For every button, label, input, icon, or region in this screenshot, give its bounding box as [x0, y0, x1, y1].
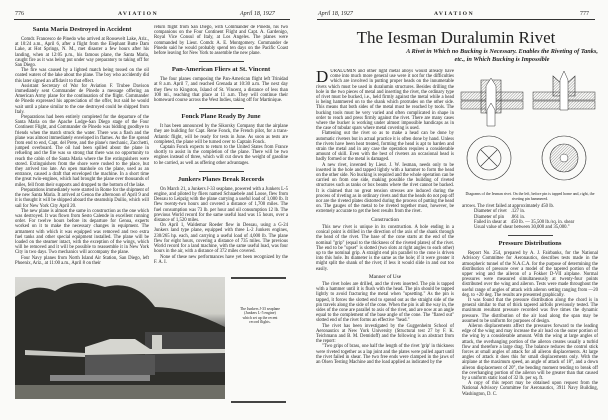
paragraph: Captain Fonck expects to return to the United States from France shortly to assist in the completion of the plane. There will be two engines instead of three, which will cut down the weight of gasoline to be carried, as well as offering other advantages.: [154, 145, 288, 166]
paragraph: A copy of this report may be obtained upon request from the National Advisory Committee for Aeronautics, 3911 Navy Building, Washington, D. C.: [462, 381, 598, 397]
table-cell: Diameter of rivet: [474, 209, 507, 215]
page-number: 777: [580, 11, 589, 17]
divider: [199, 108, 244, 109]
paragraph: Comdr. Francesco de Pinedo who arrived at Roosevelt Lake, Ariz., at 10:24 a.m., April 6, after a flight from the Elephant Butte Dam Lake, at Hot Springs, N. M., met disaster a few hours after his landing, when at 12:05 p.m., his famous plane, the Santa Maria, caught fire as it was being put under way preparatory to taking off for San Diego.: [15, 37, 149, 69]
magazine-name: AVIATION: [118, 11, 159, 17]
article-heading: Fonck Plane Ready By June: [181, 113, 261, 121]
article-heading: Santa Maria Destroyed in Accident: [32, 26, 132, 33]
paragraph: Assistant Secretary of War for Aviation F. Trubee Davison immediately sent Commander de Pinedo a message offering an American Army plane for the continuation of the flight. Commander de Pinedo expressed his appreciation of the offer, but said he would wait until a plane similar to the one destroyed could be shipped from Italy.: [15, 83, 149, 115]
article-heading: Pressure Distributions: [498, 240, 562, 248]
header-rule: [14, 19, 290, 20]
section-heading: Manner of Use: [368, 273, 402, 280]
section-heading: Construction: [371, 216, 399, 223]
article-heading: Pan-American Fliers at St. Vincent: [171, 66, 271, 74]
article-heading: Junkers Planes Break Records: [177, 175, 265, 183]
paragraph: URALUMIN and other light metal alloys would already have come into much more general use were it not for the difficulties which are involved in putting proper heads on the innumerable rivets which must be used in duralumin structures. Besides drilling the hole in the two pieces of metal and inserting the rivet, the ordinary type of rivet must be bucked, i.e., held firmly against the metal while a head is being hammered on to the shank which protrudes on the other side. This means that both sides of the metal must be reached by tools. The bucking tools must be very varied and often complicated in shape in order to reach and press firmly against the rivet. There are many cases where the bucker is working under almost impossible handicaps as in the case of tubular spars where metal covering is used.: [316, 69, 454, 132]
paragraph: On April 1, Waldemar Roeder flew in Dessau, using a G-24 Junkers land type plane, equipped with three L-2 Junkers engines, 230/265 hp. each, and carrying a useful load of 4,000 lb. The plane flew for eight hours, covering a distance of 735 miles. The previous World record for a land machine, with the same useful load, was four hours in the air, with a distance of 372 miles covered.: [154, 223, 288, 255]
column-2: [462, 192, 598, 402]
article-title: The Iesman Duralumin Rivet: [356, 28, 556, 47]
issue-date: April 18, 1927: [318, 11, 353, 17]
page-number: 776: [15, 11, 24, 17]
column-2: [154, 25, 288, 271]
table-cell: Diameter of pin: [474, 214, 505, 220]
paragraph: Report No. 254, prepared by A. J. Fairbanks, for the National Advisory Committee for Aeronautics, describes tests made in the atmospheric tunnel of the N.A.C.A. for the purpose of determining the distribution of pressure over a model of the tapered portion of the upper wing and the aileron of a Fokker D-VII airplane. Normal pressures were measured simultaneously at twenty-four points distributed over the wing and aileron. Tests were made throughout the useful range of angles of attack with aileron setting ranging from —20 deg. to +20 deg. The results are presented graphically.: [462, 251, 598, 298]
figure-caption: Diagrams of the Iesman rivet. On the left, before pin is tapped home and, right, the riveting pin hammered.: [465, 192, 595, 201]
divider: [508, 235, 553, 236]
column-1: [15, 22, 149, 271]
paragraph: return flight from San Diego, with Commander de Pinedo, his two companions on the Four Continent Flight and Capt. A. Gardenigo, Royal Vice Consul of Italy, at Los Angeles. The planes were commanded by Lieut. Comdr. A. E. Montgomery. Commander de Pinedo said he would probably spend ten days on the Pacific Coast before leaving for New York to assemble the new plane.: [154, 25, 288, 57]
paragraph: A new rivet, invented by Lieut. J. W. Iesman, needs only to be inserted in the hole and tapped lightly with a hammer to form the head on the other side. No bucking is required and the whole operation can be carried on from one side, making possible the building of riveted structures such as tanks or box beams where the rivet cannot be backed. It is claimed that no great tension stresses are induced during the process of riveting as in ordinary rivets and that the heads do not pop off nor are the riveted plates distorted during the process of putting the head on. The gauges of the metal to be riveted together must, however, be extremely accurate to get the best results from the rivet.: [316, 162, 454, 215]
paragraph: The fire was caused by a lighted match being tossed on the oil coated waters of the lake about the plane. The boy who accidently did this later signed an affidavit to that effect.: [15, 68, 149, 84]
seaplane-photo: [15, 277, 225, 399]
article-subtitle: A Rivet in Which no Bucking is Necessary. Enables the Riveting of Tanks, etc., in Which Bucking is Impossible: [406, 48, 598, 63]
divider: [199, 171, 244, 172]
paragraph: This new rivet is unique in its construction. A hole ending in a conical point is drilled in the direction of the axis of the shank through the head of the rivet. The base of the cone starts at the end of the nominal "grip" (equal to the thickness of the riveted plates) of the rivet. The end to be "upset" is slotted (two slots at right angles to each other) up to the nominal grip. A straight end pin parallel to the cone is driven into this hole. Its diameter is the same as the hole; if it were greater it might split the shank of the rivet; if less it would slide in and out too easily.: [316, 224, 454, 272]
photo-caption: The Junkers J-33 seaplane (Junkers L-5 engine) which set up the recent record flights.: [240, 307, 280, 325]
header-rule: [317, 19, 595, 20]
paragraph: On March 21, a Junkers J-33 seaplane, powered with a Junkers L-5 engine, and piloted by fliers named Schnaebele and Loose, flew from Dessau to Leipzig with the plane carrying a useful load of 1,000 lb. It flew twenty-two hours and covered a distance of 1,700 miles. The fuel consumption was 73 lb. per hour and oil consumption 12 lb. The previous World record for the same useful load was 15 hours, over a distance of 1,520 miles.: [154, 186, 288, 224]
divider: [199, 61, 244, 62]
paragraph: Four Navy planes from North Island Air Station, San Diego, left Phoenix, Ariz., at 11:00 a.m., April 8 on their: [15, 255, 149, 266]
paragraph: "Two grips of brass, one half the length of the rivet 'grip' in thickness were riveted together as a lap joint and the plates were pulled apart until the rivet failed in shear. The two free ends were clamped in the jaws of an Olsen Testing Machine and the load applied as indicated by the: [316, 344, 454, 365]
paragraph: Aileron displacements affect the pressures forward to the leading edge of the wing and may increase the air load on the outer portion of the wing by a considerable amount. With the wing at large angles of attack, the overhanging portion of the aileron creates usually a turbid flow and therefore a large drag. The balance reduces the control stick forces at small angles of attack for all aileron displacements. At large angles of attack it does this for small displacements only. With the airplane at the maximum speed, an angle of attack of 18°, and a down aileron displacement of 20°, the bending moment tending to break off the overhanging portion of the aileron will be greater than that caused by a uniform static load of 32 lb. per sq. ft.: [462, 324, 598, 382]
paragraph: Flattening out the rivet so as to make a head can be done by automatic riveters but in actual practice it is often done by hand. Unless the rivets have been heat treated, forming the head is apt to harden and strain the metal and in any case the operation requires a considerable amount of skill. Even with the best of riveters an occasional head is badly formed or the metal is damaged.: [316, 131, 454, 163]
rivet-diagrams: [459, 68, 599, 193]
right-page: [304, 0, 608, 420]
paragraph: The new plane is almost the same in construction as the one which was destroyed. It was flown from Sesto Calende in excellent running order. For twelve hours before its departure for Genoa, experts worked on it to make the necessary changes in equipment. The armament with which it was equipped was removed and two extra fuel tanks and other special equipment installed. The plane will be loaded on the steamer intact, with the exception of the wings, which will be removed and it will be possible to reassemble it in New York City in two days. Two mechanics will accompany the plane.: [15, 208, 149, 256]
test-result: arrows. The rivet failed at approximately 450 lb.: [462, 204, 555, 210]
paragraph: None of these new performances have yet been recognized by the F. A. I.: [154, 254, 288, 265]
table-cell: Usual value of shear between 30,000 and 35,000.": [474, 225, 570, 230]
paragraph: It has been announced by the Sikorsky Company that the airplane they are building for Capt. Rene Fonck, the French pilot, for a trans-Atlantic flight, will be ready for tests in June. As soon as tests are completed, the plane will be turned over to Captain Fonck.: [154, 124, 288, 145]
table-cell: .127 in.: [510, 209, 526, 215]
table-cell: Failed in shear at: [474, 219, 507, 225]
magazine-name: AVIATION: [434, 11, 475, 17]
table-row: [472, 225, 576, 230]
caption-box: [231, 277, 286, 403]
paragraph: The rivet holes are drilled, and the rivets inserted. The pin is tapped with a hammer until it is flush with the head. The pin should be tapped lightly to avoid fracturing the metal when "upsetting." As the pin is tapped, it forces the slotted end to spread out as the straight side of the pin travels along the side of the cone. When the pin is all the way in, the sides of the cone are parallel to axis of the rivet, and are now at an angle equal to the complement of the base angle of the cone. The "flared out" slotted end of the rivet forms an effective "head.": [316, 281, 454, 324]
paragraph: The four planes composing the Pan-American flight left Trinidad at 8 a.m. April 7, and reached Grenada at 10:30 a.m. The next day they flew to Kingston, Island of St. Vincent, a distance of less than 100 mi., reaching that place at 11 a.m. They will continue their homeward course across the West Indies, taking off for Martinique.: [154, 77, 288, 104]
test-table: [472, 209, 576, 230]
issue-date: April 18, 1927: [240, 11, 275, 17]
paragraph: It was found that the pressure distribution along the chord is in general similar to that of thick tapered airfoils previously tested. The maximum resultant pressure recorded was five times the dynamic pressure. The distribution of the air load along the span may be assumed to be uniform for purposes of design.: [462, 298, 598, 324]
table-cell: .061 in.: [510, 214, 526, 220]
paragraph: Preparations had been entirely completed for the departure of the Santa Maria on the Apache Lodge-San Diego stage of the Four Continent Flight, and Commander de Pinedo was bidding goodbye to friends when the match struck the water. There was a flash and the plane was almost immediately enveloped in flames. As the fire spread from end to end, Capt. del Prete, and the plane's mechanic, Zacchetti, jumped overboard. The oil had been spilled about the plane in refueling and the fire was so strong that there was no opportunity to reach the cabin of the Santa Maria where the fire extinguishers were stored. Extinguishers from the shore were rushed to the place, but they arrived too late. An open manhole on the plane, used as an entrance, caused a draft that enveloped the machine. In a short time the great twin-engines, which had brought the plane over thousands of miles, fell from their supports and dropped to the bottom of the lake.: [15, 115, 149, 188]
column-1: [316, 69, 454, 402]
table-cell: 450 lb. — 35,500 lb./sq. in. shear: [510, 219, 575, 225]
paragraph: Preparations immediately were started in Rome for the shipment of the new Santa Maria. It arrived at Genoa the afternoon of April 9 and it is thought it will be shipped aboard the steamship Duilio, which will sail for New York City April 20.: [15, 187, 149, 209]
drop-cap: D: [316, 69, 329, 86]
paragraph: The rivet has been investigated by the Guggenheim School of Aeronautics at New York University (Structural test 27 by F. K. Teichmann and B. M. Demidoff) and the following is an abstract from the report:: [316, 323, 454, 345]
